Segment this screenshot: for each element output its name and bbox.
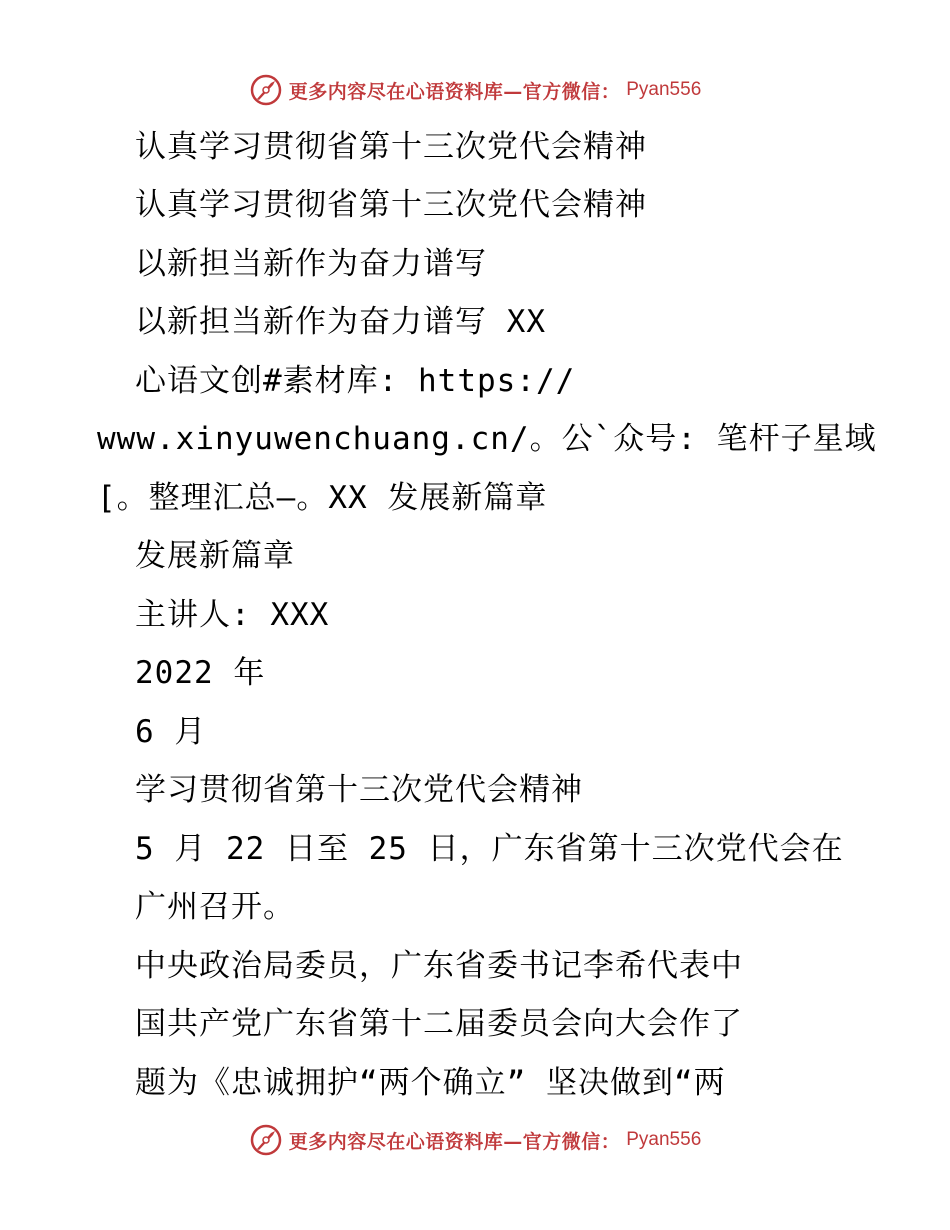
text-line: 认真学习贯彻省第十三次党代会精神 (135, 187, 647, 223)
header-watermark (0, 70, 950, 110)
text-line: 主讲人: XXX (135, 597, 330, 633)
watermark-site-text: 更多内容尽在心语资料库—官方微信： (288, 1130, 621, 1153)
text-line: 认真学习贯彻省第十三次党代会精神 (135, 129, 647, 165)
text-line: 广州召开。 (135, 889, 295, 925)
text-line: 中央政治局委员，广东省委书记李希代表中 (135, 948, 743, 984)
text-line: 以新担当新作为奋力谱写 XX (135, 304, 546, 340)
watermark-wechat-id: Pyan556 (626, 79, 702, 100)
feather-pen-circle-icon (249, 73, 283, 107)
text-line: www.xinyuwenchuang.cn/。公`众号: 笔杆子星域 (97, 421, 877, 457)
text-line: 5 月 22 日至 25 日，广东省第十三次党代会在 (135, 831, 844, 867)
text-line: 6 月 (135, 714, 207, 750)
text-line: 2022 年 (135, 655, 266, 691)
text-line: 以新担当新作为奋力谱写 (135, 246, 487, 282)
text-line: 发展新篇章 (135, 538, 295, 574)
footer-watermark (0, 1120, 950, 1160)
text-line: 学习贯彻省第十三次党代会精神 (135, 772, 583, 808)
text-line: 心语文创#素材库: https:// (135, 363, 576, 399)
feather-pen-circle-icon (249, 1123, 283, 1157)
text-line: 题为《忠诚拥护“两个确立” 坚决做到“两 (135, 1065, 726, 1101)
text-line: [。整理汇总—。XX 发展新篇章 (97, 480, 548, 516)
watermark-site-text: 更多内容尽在心语资料库—官方微信： (288, 80, 621, 103)
watermark-wechat-id: Pyan556 (626, 1129, 702, 1150)
text-line: 国共产党广东省第十二届委员会向大会作了 (135, 1006, 743, 1042)
